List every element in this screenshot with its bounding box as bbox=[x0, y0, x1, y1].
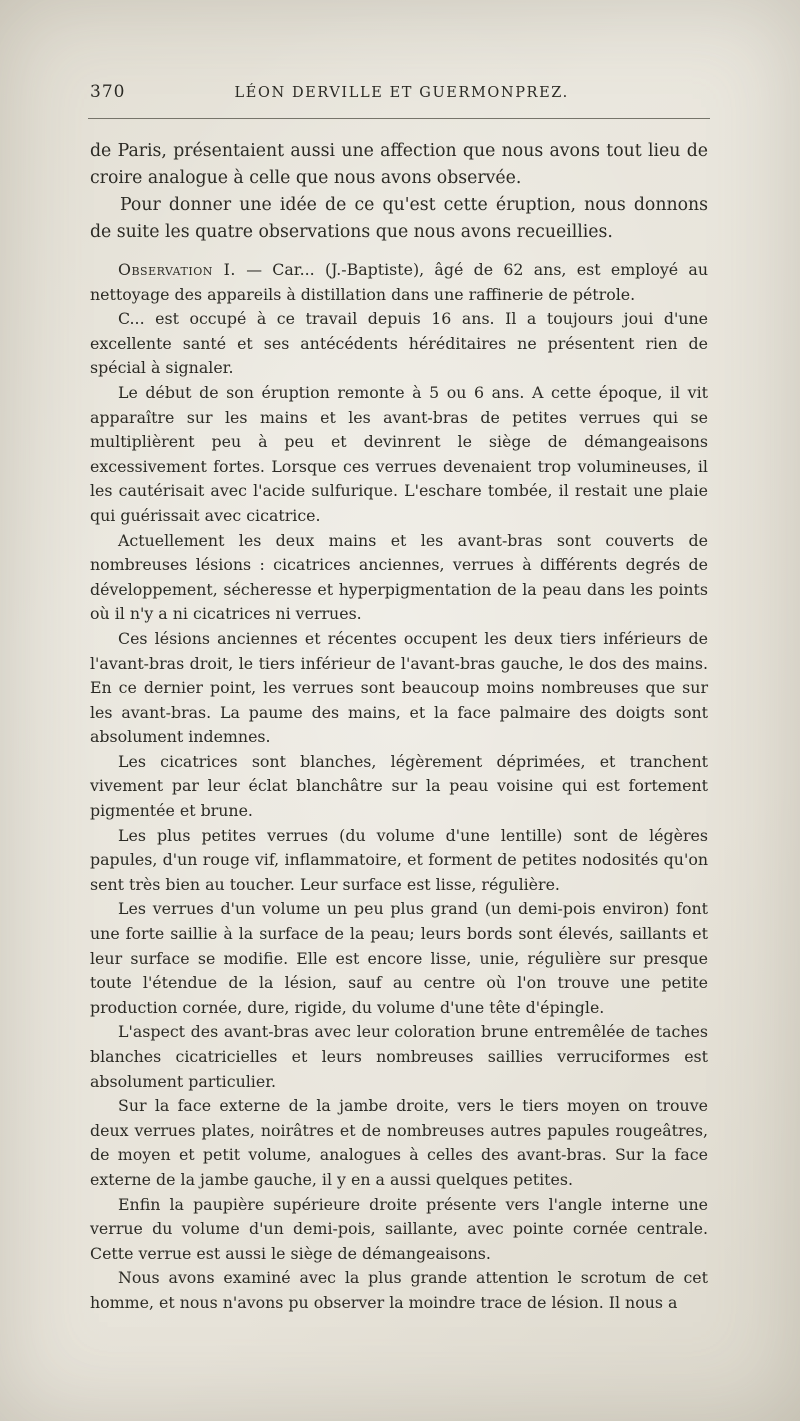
observation-paragraph: Le début de son éruption remonte à 5 ou 6 ans. A cette époque, il vit apparaître sur les mains et les avant-bras de petites verrues qui se multiplièrent peu à peu et devinrent le siège de démangeaisons excessivement fortes. Lorsque ces verrues devenaient trop volumineuses, il les cautérisait avec l'acide sulfurique. L'eschare tombée, il restait une plaie qui guérissait avec cicatrice. bbox=[90, 382, 708, 525]
header-rule bbox=[88, 118, 710, 119]
intro-section bbox=[90, 138, 708, 246]
page-body bbox=[90, 138, 708, 1316]
observation-lead-text: — Car... (J.-Baptiste), âgé de 62 ans, est employé au nettoyage des appareils à distillation dans une raffinerie de pétrole. bbox=[90, 260, 709, 304]
observation-paragraph: Les cicatrices sont blanches, légèrement déprimées, et tranchent vivement par leur éclat blanchâtre sur la peau voisine qui est fortement pigmentée et brune. bbox=[90, 751, 708, 821]
observation-opening-paragraph bbox=[90, 258, 708, 307]
running-head: LÉON DERVILLE ET GUERMONPREZ. bbox=[234, 85, 569, 101]
observation-paragraph: L'aspect des avant-bras avec leur coloration brune entremêlée de taches blanches cicatricielles et leurs nombreuses saillies verruciformes est absolument particulier. bbox=[90, 1022, 708, 1091]
observation-paragraph: Sur la face externe de la jambe droite, vers le tiers moyen on trouve deux verrues plates, noirâtres et de nombreuses autres papules rougeâtres, de moyen et petit volume, analogues à celles des avant-bras. Sur la face externe de la jambe gauche, il y en a aussi quelques petites. bbox=[90, 1096, 708, 1189]
observation-paragraph: Actuellement les deux mains et les avant-bras sont couverts de nombreuses lésions : cicatrices anciennes, verrues à différents degrés de développement, sécheresse et hyperpigmentation de la peau dans les points où il n'y a ni cicatrices ni verrues. bbox=[90, 530, 708, 624]
observation-paragraph: Les verrues d'un volume un peu plus grand (un demi-pois environ) font une forte saillie à la surface de la peau; leurs bords sont élevés, saillants et leur surface se modifie. Elle est encore lisse, unie, régulière sur presque toute l'étendue de la lésion, sauf au centre où l'on trouve une petite production cornée, dure, rigide, du volume d'une tête d'épingle. bbox=[90, 899, 708, 1017]
page-header bbox=[90, 82, 708, 102]
observation-paragraph: Ces lésions anciennes et récentes occupent les deux tiers inférieurs de l'avant-bras droit, le tiers inférieur de l'avant-bras gauche, le dos des mains. En ce dernier point, les verrues sont beaucoup moins nombreuses que sur les avant-bras. La paume des mains, et la face palmaire des doigts sont absolument indemnes. bbox=[90, 628, 708, 747]
observation-paragraph: Enfin la paupière supérieure droite présente vers l'angle interne une verrue du volume d'un demi-pois, saillante, avec pointe cornée centrale. Cette verrue est aussi le siège de démangeaisons. bbox=[90, 1194, 708, 1263]
page-number: 370 bbox=[90, 82, 126, 102]
observation-paragraph: Nous avons examiné avec la plus grande attention le scrotum de cet homme, et nous n'avons pu observer la moindre trace de lésion. Il nous a bbox=[90, 1268, 708, 1312]
intro-paragraph: Pour donner une idée de ce qu'est cette éruption, nous donnons de suite les quatre observations que nous avons recueillies. bbox=[90, 195, 708, 242]
observation-section bbox=[90, 258, 708, 1316]
observation-paragraph: Les plus petites verrues (du volume d'une lentille) sont de légères papules, d'un rouge vif, inflammatoire, et forment de petites nodosités qu'on sent très bien au toucher. Leur surface est lisse, régulière. bbox=[90, 825, 708, 894]
observation-paragraph: C... est occupé à ce travail depuis 16 ans. Il a toujours joui d'une excellente santé et ses antécédents héréditaires ne présentent rien de spécial à signaler. bbox=[90, 309, 708, 378]
observation-label: Observation I. bbox=[118, 260, 236, 279]
intro-paragraph: de Paris, présentaient aussi une affection que nous avons tout lieu de croire analogue à celle que nous avons observée. bbox=[90, 141, 708, 188]
